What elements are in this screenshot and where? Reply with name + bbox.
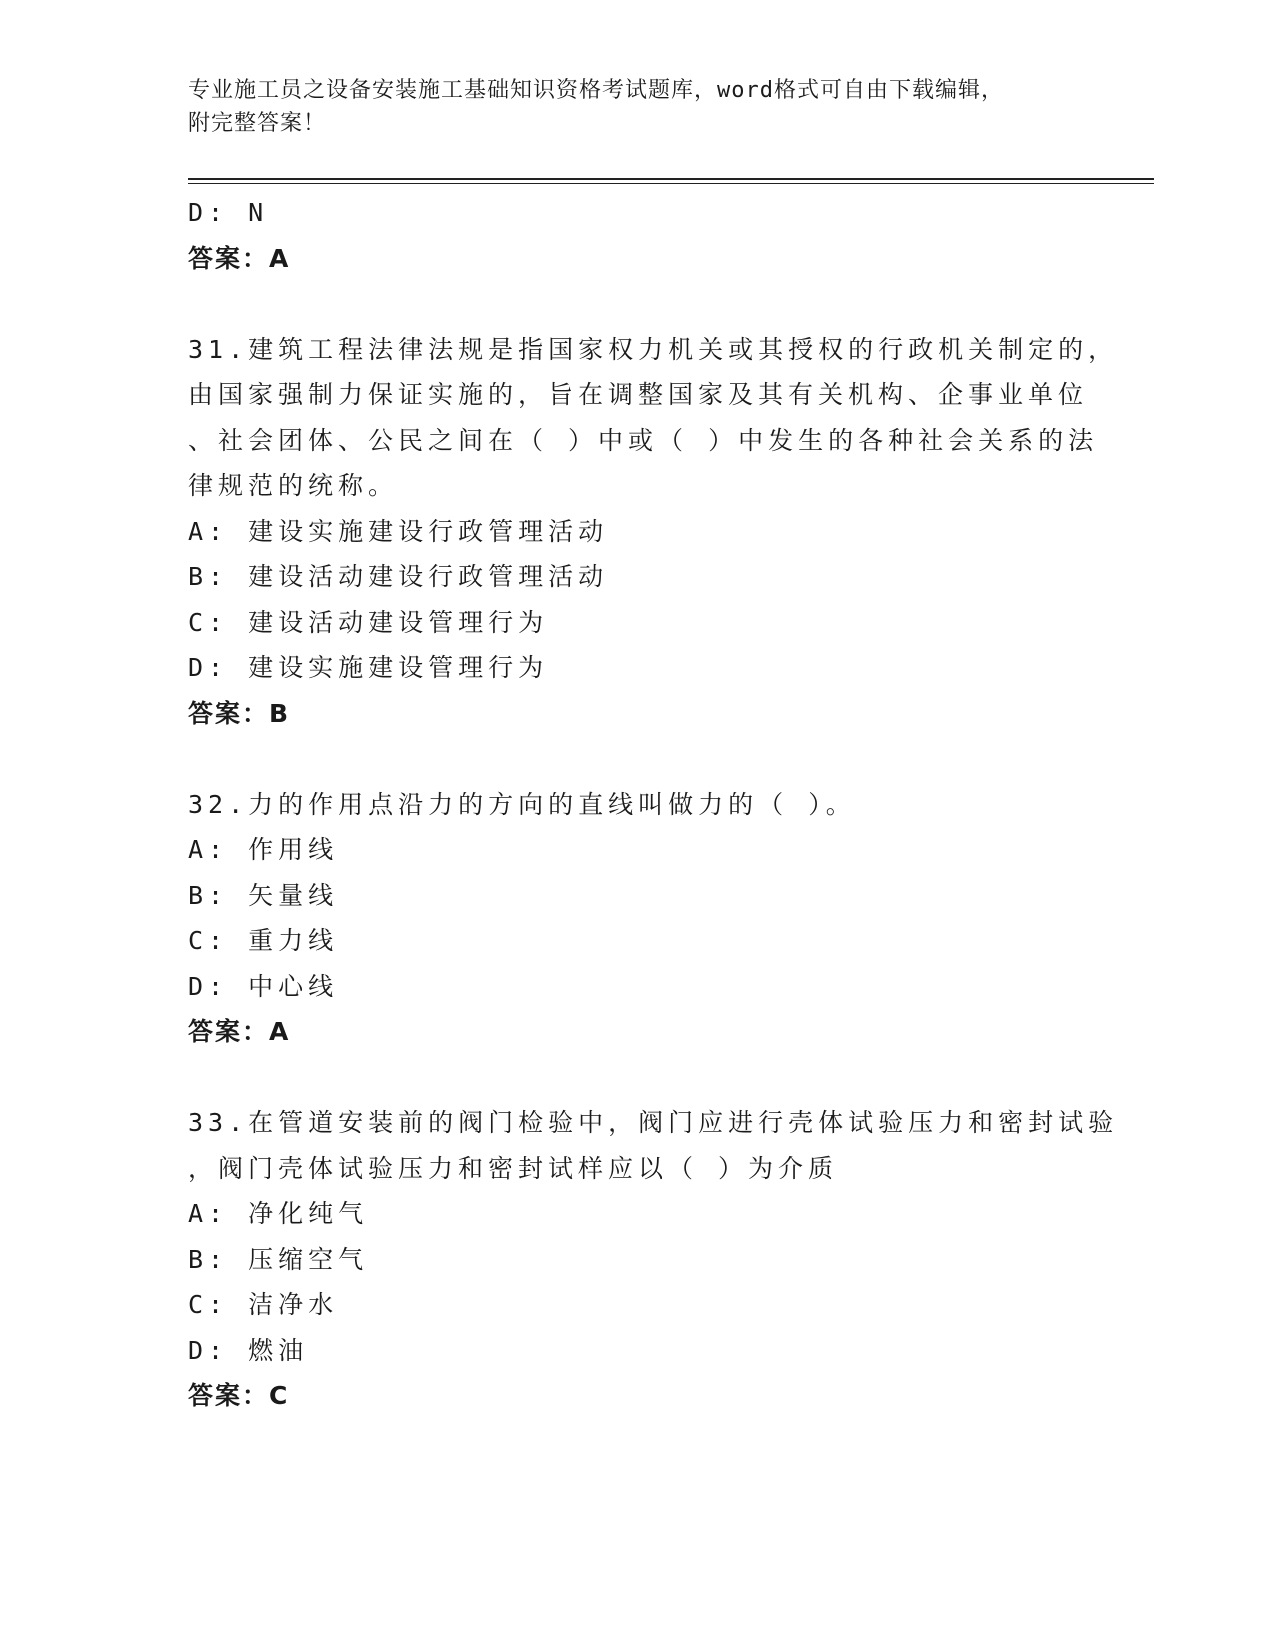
question-31-option-c: C: 建设活动建设管理行为 <box>188 607 549 637</box>
question-32 <box>188 782 1088 1055</box>
spacer <box>188 281 1088 327</box>
question-32-option-d: D: 中心线 <box>188 971 339 1001</box>
question-31-option-d: D: 建设实施建设管理行为 <box>188 653 549 682</box>
document-header <box>188 74 1068 140</box>
header-line-1: 专业施工员之设备安装施工基础知识资格考试题库，word格式可自由下载编辑， <box>188 78 1004 103</box>
question-32-option-c: C: 重力线 <box>188 926 339 955</box>
prev-answer: 答案：A <box>188 243 291 273</box>
question-31-option-b: B: 建设活动建设行政管理活动 <box>188 562 609 591</box>
question-31 <box>188 327 1119 737</box>
header-rule-thick <box>188 178 1154 180</box>
question-content <box>188 190 1119 1419</box>
question-33-answer: 答案：C <box>188 1381 290 1410</box>
question-32-option-b: B: 矢量线 <box>188 880 339 910</box>
question-31-stem-line-3: 、社会团体、公民之间在（ ）中或（ ）中发生的各种社会关系的法 <box>188 425 1099 455</box>
question-33-stem-line-2: ，阀门壳体试验压力和密封试样应以（ ）为介质 <box>188 1153 839 1183</box>
question-33-option-c: C: 洁净水 <box>188 1290 339 1319</box>
question-31-stem-line-2: 由国家强制力保证实施的，旨在调整国家及其有关机构、企事业单位 <box>188 380 1089 409</box>
question-31-stem-line-1: 31.建筑工程法律法规是指国家权力机关或其授权的行政机关制定的， <box>188 334 1119 364</box>
question-32-stem-line-1: 32.力的作用点沿力的方向的直线叫做力的（ ）。 <box>188 789 856 819</box>
question-33-option-a: A: 净化纯气 <box>188 1199 369 1228</box>
question-32-option-a: A: 作用线 <box>188 835 339 864</box>
question-33-option-b: B: 压缩空气 <box>188 1244 369 1274</box>
question-33 <box>188 1100 1119 1419</box>
question-31-stem-line-4: 律规范的统称。 <box>188 471 399 500</box>
spacer <box>188 736 1088 782</box>
header-rule-thin <box>188 183 1154 184</box>
spacer <box>188 1055 1088 1101</box>
question-32-answer: 答案：A <box>188 1017 291 1046</box>
prev-option-d: D: N <box>188 198 269 227</box>
header-line-2: 附完整答案！ <box>188 111 327 136</box>
question-33-option-d: D: 燃油 <box>188 1335 309 1365</box>
question-33-stem-line-1: 33.在管道安装前的阀门检验中，阀门应进行壳体试验压力和密封试验 <box>188 1108 1119 1137</box>
question-31-answer: 答案：B <box>188 698 291 728</box>
question-31-option-a: A: 建设实施建设行政管理活动 <box>188 516 609 546</box>
